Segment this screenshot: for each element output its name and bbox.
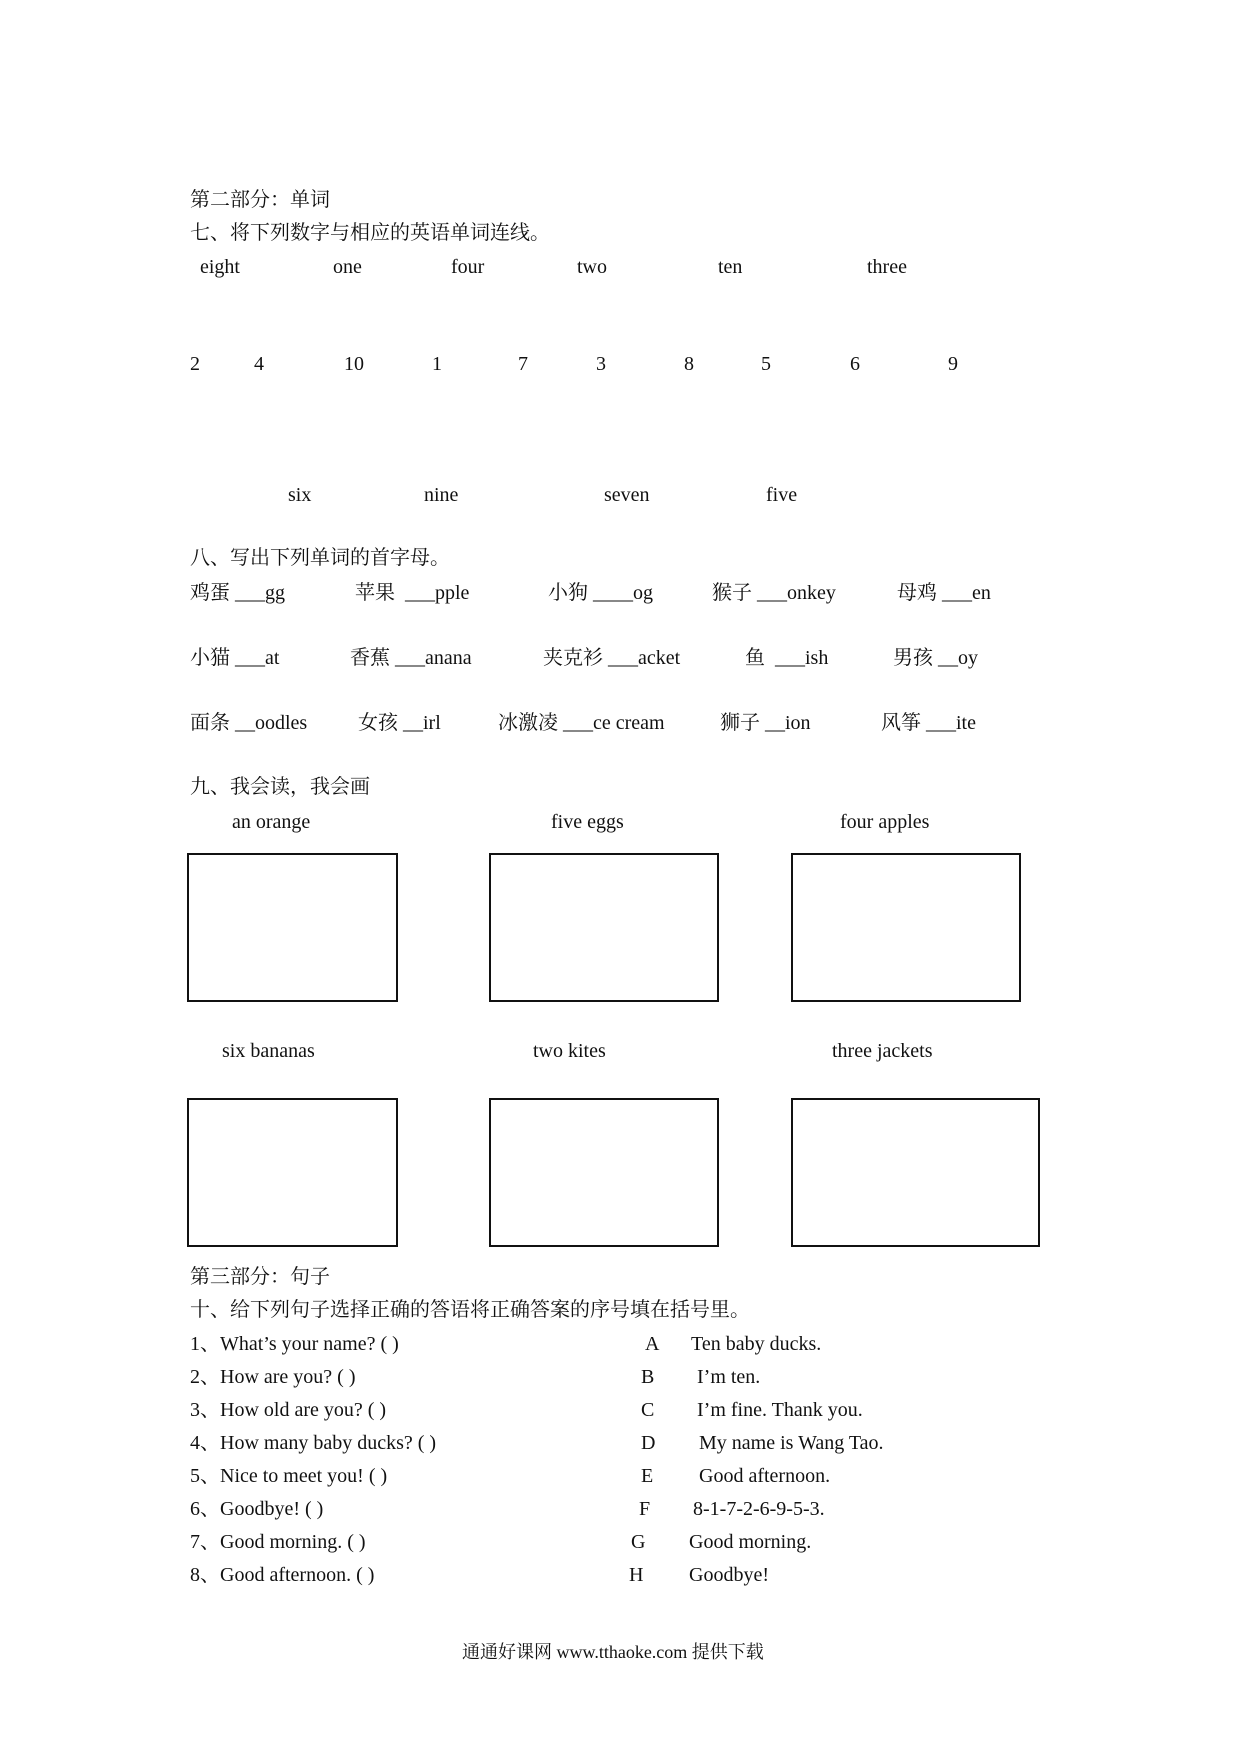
q8-blank: ___onkey: [757, 582, 836, 604]
q10-title: 十、给下列句子选择正确的答语将正确答案的序号填在括号里。: [190, 1299, 750, 1321]
q7-title: 七、将下列数字与相应的英语单词连线。: [190, 222, 550, 244]
q7-number: 8: [684, 353, 694, 375]
q8-cn: 风筝: [881, 712, 921, 734]
q10-answer-text: Good morning.: [689, 1531, 812, 1553]
q10-answer-letter: C: [641, 1399, 655, 1421]
q8-cn: 鸡蛋: [190, 582, 230, 604]
q8-item: [893, 646, 978, 670]
q8-item: [548, 581, 653, 605]
q10-question: 8、Good afternoon. ( ): [190, 1564, 375, 1586]
q10-question: 1、What’s your name? ( ): [190, 1333, 399, 1355]
q9-label: six bananas: [222, 1040, 315, 1062]
q8-blank: ___gg: [235, 582, 285, 604]
page-footer: 通通好课网 www.tthaoke.com 提供下载: [462, 1642, 764, 1662]
drawing-box: [791, 1098, 1040, 1247]
q8-cn: 狮子: [720, 712, 760, 734]
drawing-box: [187, 853, 398, 1002]
q9-label: five eggs: [551, 811, 624, 833]
q8-blank: ____og: [593, 582, 653, 604]
q10-answer-letter: G: [631, 1531, 646, 1553]
q8-item: [190, 646, 279, 670]
q8-item: [543, 646, 680, 670]
q7-word: seven: [604, 484, 650, 506]
q10-question: 2、How are you? ( ): [190, 1366, 356, 1388]
q10-answer-text: Good afternoon.: [699, 1465, 831, 1487]
q8-blank: __oy: [938, 647, 978, 669]
q8-blank: __oodles: [235, 712, 308, 734]
q8-item: [190, 581, 285, 605]
q8-blank: ___ish: [775, 647, 829, 669]
q8-item: [358, 711, 441, 735]
drawing-box: [187, 1098, 398, 1247]
q10-answer-text: Goodbye!: [689, 1564, 769, 1586]
q7-number: 5: [761, 353, 771, 375]
q8-blank: ___acket: [608, 647, 681, 669]
q7-number: 4: [254, 353, 264, 375]
q10-answer-text: My name is Wang Tao.: [699, 1432, 884, 1454]
q8-cn: 苹果: [355, 582, 395, 604]
q9-title: 九、我会读，我会画: [190, 776, 370, 798]
q8-cn: 冰激凌: [498, 712, 558, 734]
q7-number: 6: [850, 353, 860, 375]
q9-label: four apples: [840, 811, 930, 833]
q8-blank: __ion: [765, 712, 811, 734]
q7-number: 2: [190, 353, 200, 375]
q10-question: 3、How old are you? ( ): [190, 1399, 387, 1421]
q7-number: 3: [596, 353, 606, 375]
q8-cn: 小猫: [190, 647, 230, 669]
q10-answer-letter: H: [629, 1564, 644, 1586]
q8-item: [745, 646, 828, 670]
part2-heading: 第二部分：单词: [190, 189, 330, 211]
q8-cn: 小狗: [548, 582, 588, 604]
q10-answer-text: 8-1-7-2-6-9-5-3.: [693, 1498, 825, 1520]
q10-answer-letter: E: [641, 1465, 654, 1487]
q9-label: three jackets: [832, 1040, 933, 1062]
drawing-box: [489, 853, 719, 1002]
q8-blank: ___en: [942, 582, 991, 604]
q7-number: 1: [432, 353, 442, 375]
q10-question: 4、How many baby ducks? ( ): [190, 1432, 437, 1454]
q7-number: 9: [948, 353, 958, 375]
q7-word: nine: [424, 484, 459, 506]
q8-blank: ___ce cream: [563, 712, 665, 734]
q8-item: [712, 581, 836, 605]
q10-question: 5、Nice to meet you! ( ): [190, 1465, 388, 1487]
q8-cn: 鱼: [745, 647, 765, 669]
q10-answer-letter: A: [645, 1333, 660, 1355]
q10-answer-letter: F: [639, 1498, 651, 1520]
q7-word: six: [288, 484, 312, 506]
q10-question: 7、Good morning. ( ): [190, 1531, 366, 1553]
q8-blank: ___pple: [405, 582, 470, 604]
q8-item: [897, 581, 991, 605]
q8-cn: 香蕉: [350, 647, 390, 669]
q8-cn: 母鸡: [897, 582, 937, 604]
q8-item: [355, 581, 469, 605]
q8-cn: 女孩: [358, 712, 398, 734]
q7-word: one: [333, 256, 362, 278]
q10-question: 6、Goodbye! ( ): [190, 1498, 324, 1520]
q7-word: four: [451, 256, 485, 278]
q10-answer-text: Ten baby ducks.: [691, 1333, 822, 1355]
q8-item: [190, 711, 307, 735]
q8-cn: 猴子: [712, 582, 752, 604]
q8-title: 八、写出下列单词的首字母。: [190, 547, 450, 569]
drawing-box: [791, 853, 1021, 1002]
q8-item: [881, 711, 976, 735]
q7-word: ten: [718, 256, 743, 278]
q10-answer-text: I’m fine. Thank you.: [697, 1399, 863, 1421]
q7-word: three: [867, 256, 907, 278]
q7-number: 10: [344, 353, 364, 375]
drawing-box: [489, 1098, 719, 1247]
q8-blank: ___anana: [395, 647, 472, 669]
q7-number: 7: [518, 353, 528, 375]
q8-cn: 夹克衫: [543, 647, 603, 669]
part3-heading: 第三部分：句子: [190, 1266, 330, 1288]
q8-blank: ___ite: [926, 712, 976, 734]
q8-blank: __irl: [403, 712, 441, 734]
q8-item: [720, 711, 811, 735]
q8-cn: 男孩: [893, 647, 933, 669]
q7-word: five: [766, 484, 798, 506]
q8-blank: ___at: [235, 647, 280, 669]
q7-word: eight: [200, 256, 240, 278]
q10-answer-letter: B: [641, 1366, 655, 1388]
q7-word: two: [577, 256, 607, 278]
q8-item: [350, 646, 472, 670]
q8-item: [498, 711, 665, 735]
q10-answer-text: I’m ten.: [697, 1366, 761, 1388]
q8-cn: 面条: [190, 712, 230, 734]
q9-label: an orange: [232, 811, 311, 833]
q10-answer-letter: D: [641, 1432, 656, 1454]
q9-label: two kites: [533, 1040, 606, 1062]
